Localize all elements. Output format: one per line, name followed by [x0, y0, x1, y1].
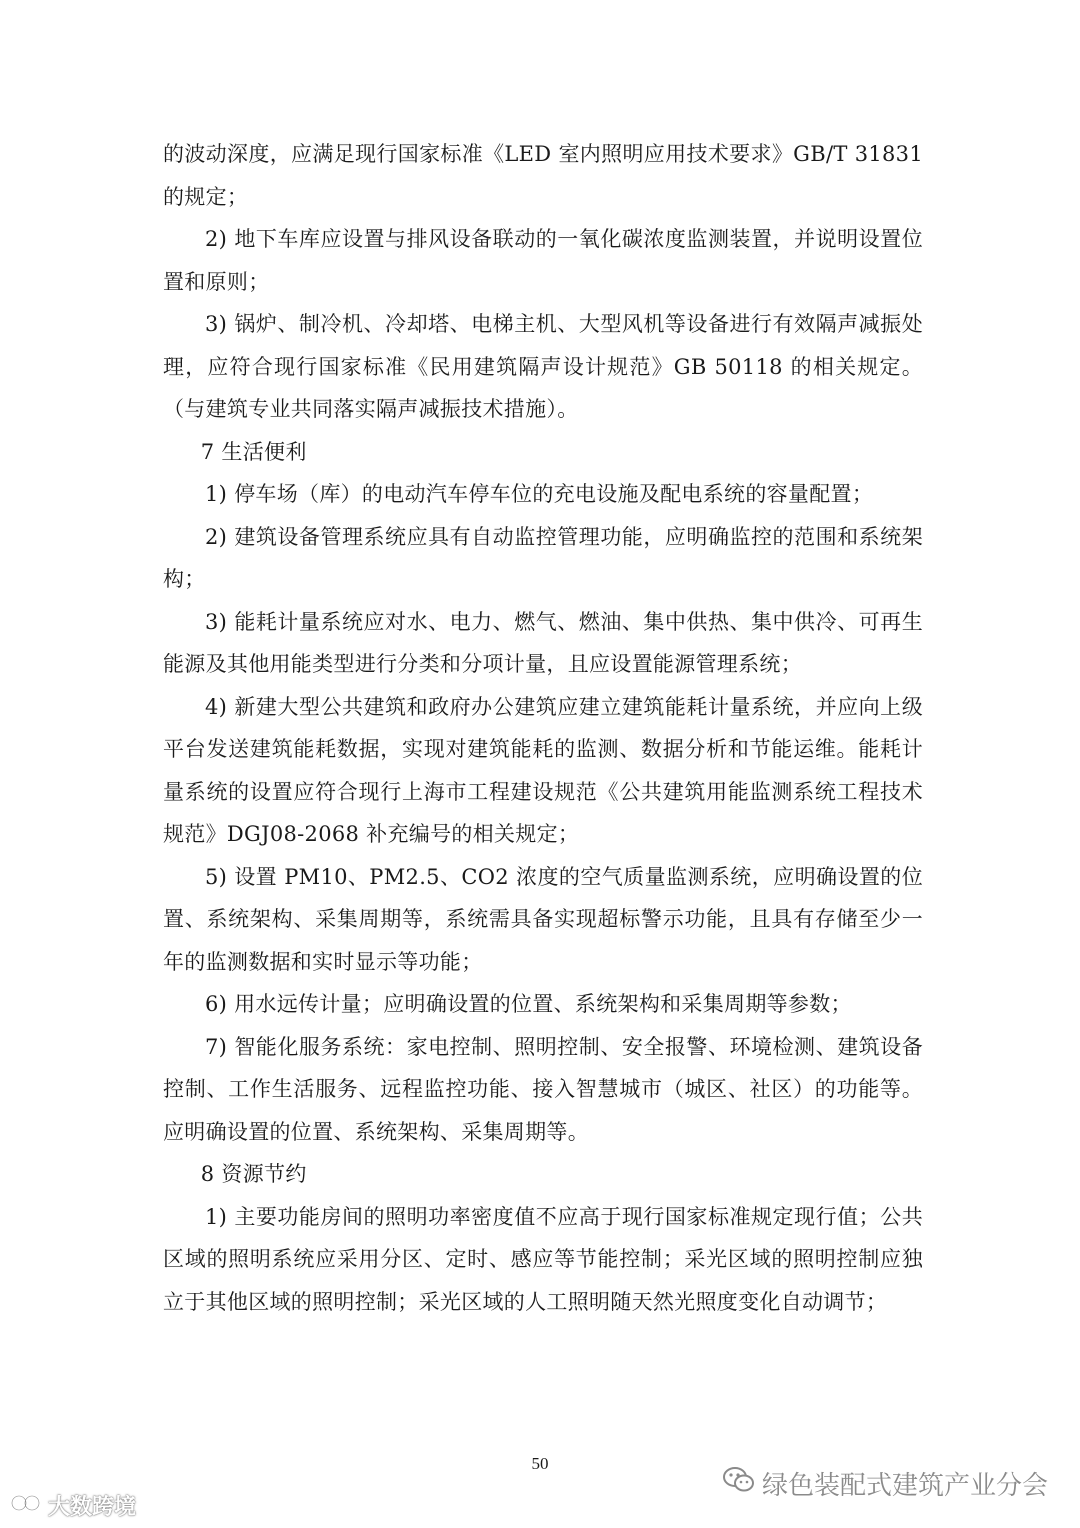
page-number: 50 [531, 1454, 549, 1473]
source-watermark [10, 1490, 136, 1521]
paragraph: 4) 新建大型公共建筑和政府办公建筑应建立建筑能耗计量系统，并应向上级平台发送建筑能耗数据，实现对建筑能耗的监测、数据分析和节能运维。能耗计量系统的设置应符合现行上海市工程建设规范《公共建筑用能监测系统工程技术规范》DGJ08-2068 补充编号的相关规定； [163, 694, 923, 846]
paragraph: 1) 停车场（库）的电动汽车停车位的充电设施及配电系统的容量配置； [205, 482, 874, 506]
paragraph: 3) 能耗计量系统应对水、电力、燃气、燃油、集中供热、集中供冷、可再生能源及其他用能类型进行分类和分项计量，且应设置能源管理系统； [163, 609, 923, 676]
section-heading: 8 资源节约 [200, 1162, 307, 1186]
paragraph: 6) 用水远传计量；应明确设置的位置、系统架构和采集周期等参数； [205, 992, 852, 1016]
logo-icon [10, 1491, 44, 1521]
paragraph: 的波动深度，应满足现行国家标准《LED 室内照明应用技术要求》GB/T 31831 的规定； [163, 142, 923, 209]
paragraph: 2) 地下车库应设置与排风设备联动的一氧化碳浓度监测装置，并说明设置位置和原则； [163, 227, 923, 294]
watermark-label: 绿色装配式建筑产业分会 [761, 1471, 1048, 1501]
wechat-watermark [722, 1465, 1048, 1502]
paragraph: 2) 建筑设备管理系统应具有自动监控管理功能，应明确监控的范围和系统架构； [163, 524, 923, 591]
paragraph: 3) 锅炉、制冷机、冷却塔、电梯主机、大型风机等设备进行有效隔声减振处理，应符合现行国家标准《民用建筑隔声设计规范》GB 50118 的相关规定。（与建筑专业共同落实隔声减振技术措施）。 [163, 312, 923, 421]
wechat-icon [722, 1465, 756, 1502]
document-body [163, 133, 923, 1323]
paragraph: 5) 设置 PM10、PM2.5、CO2 浓度的空气质量监测系统，应明确设置的位置、系统架构、采集周期等，系统需具备实现超标警示功能，且具有存储至少一年的监测数据和实时显示等功能； [163, 864, 923, 974]
paragraph: 7) 智能化服务系统：家电控制、照明控制、安全报警、环境检测、建筑设备控制、工作生活服务、远程监控功能、接入智慧城市（城区、社区）的功能等。应明确设置的位置、系统架构、采集周期等。 [163, 1034, 923, 1144]
section-heading: 7 生活便利 [200, 439, 307, 464]
paragraph: 1) 主要功能房间的照明功率密度值不应高于现行国家标准规定现行值；公共区域的照明系统应采用分区、定时、感应等节能控制；采光区域的照明控制应独立于其他区域的照明控制；采光区域的人工照明随天然光照度变化自动调节； [163, 1204, 923, 1314]
watermark-source-label: 大数跨境 [48, 1495, 137, 1520]
